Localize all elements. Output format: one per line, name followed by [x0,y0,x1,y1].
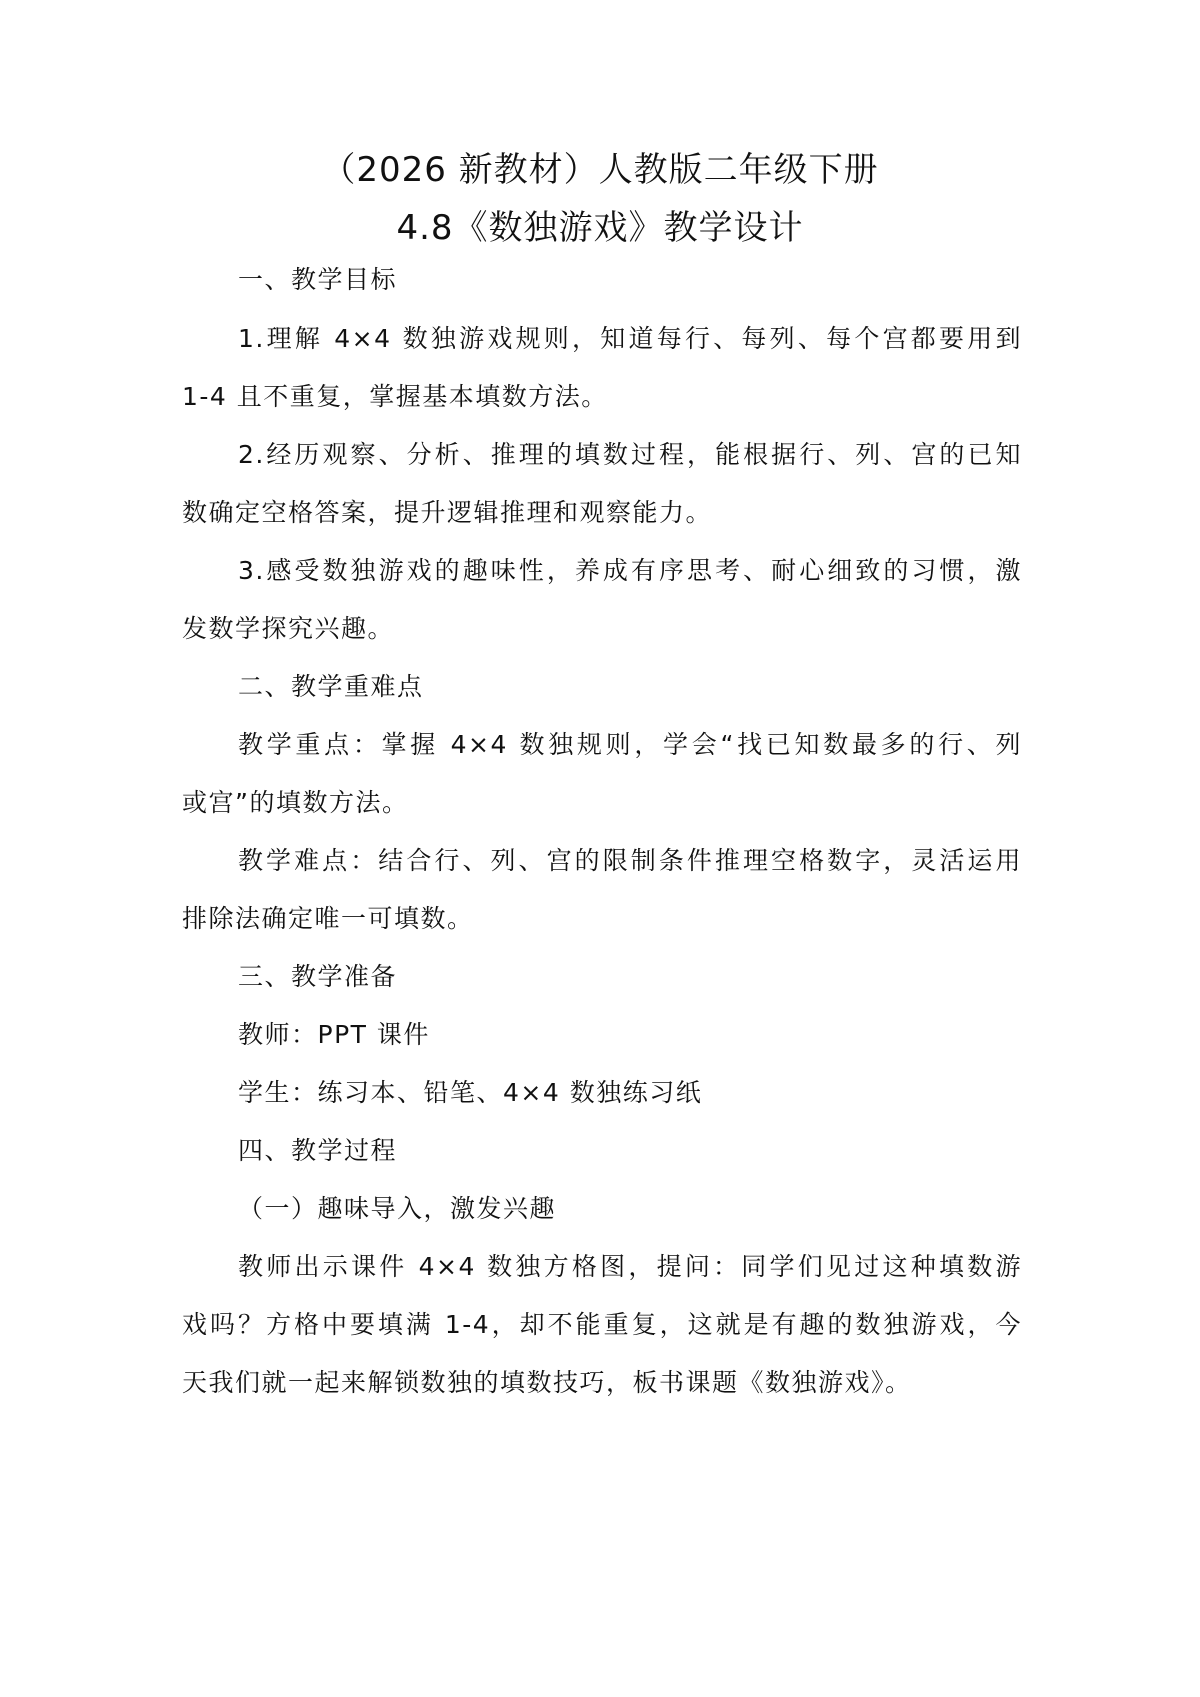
preparation-student: 学生：练习本、铅笔、4×4 数独练习纸 [238,1078,703,1107]
process-paragraph-line-2: 戏吗？方格中要填满 1-4，却不能重复，这就是有趣的数独游戏，今 [182,1310,1022,1339]
objective-2-line-2: 数确定空格答案，提升逻辑推理和观察能力。 [182,498,713,527]
difficulty-line-1: 教学难点：结合行、列、宫的限制条件推理空格数字，灵活运用 [238,846,1022,875]
difficulty-line-2: 排除法确定唯一可填数。 [182,904,474,933]
section-heading-objectives: 一、教学目标 [238,265,398,294]
process-paragraph-line-1: 教师出示课件 4×4 数独方格图，提问：同学们见过这种填数游 [238,1252,1022,1281]
objective-2-line-1: 2.经历观察、分析、推理的填数过程，能根据行、列、宫的已知 [238,440,1022,469]
section-heading-key-points: 二、教学重难点 [238,672,424,701]
section-heading-process: 四、教学过程 [238,1136,398,1165]
process-subheading-1: （一）趣味导入，激发兴趣 [238,1194,557,1223]
preparation-teacher: 教师：PPT 课件 [238,1020,430,1049]
objective-1-line-2: 1-4 且不重复，掌握基本填数方法。 [182,382,608,411]
objective-1-line-1: 1.理解 4×4 数独游戏规则，知道每行、每列、每个宫都要用到 [238,324,1022,353]
process-paragraph-line-3: 天我们就一起来解锁数独的填数技巧，板书课题《数独游戏》。 [182,1368,912,1397]
key-point-line-2: 或宫”的填数方法。 [182,788,409,817]
objective-3-line-1: 3.感受数独游戏的趣味性，养成有序思考、耐心细致的习惯，激 [238,556,1022,585]
document-subtitle: 4.8《数独游戏》教学设计 [396,208,804,248]
key-point-line-1: 教学重点：掌握 4×4 数独规则，学会“找已知数最多的行、列 [238,730,1022,759]
section-heading-preparation: 三、教学准备 [238,962,398,991]
objective-3-line-2: 发数学探究兴趣。 [182,614,395,643]
document-title: （2026 新教材）人教版二年级下册 [321,150,879,190]
